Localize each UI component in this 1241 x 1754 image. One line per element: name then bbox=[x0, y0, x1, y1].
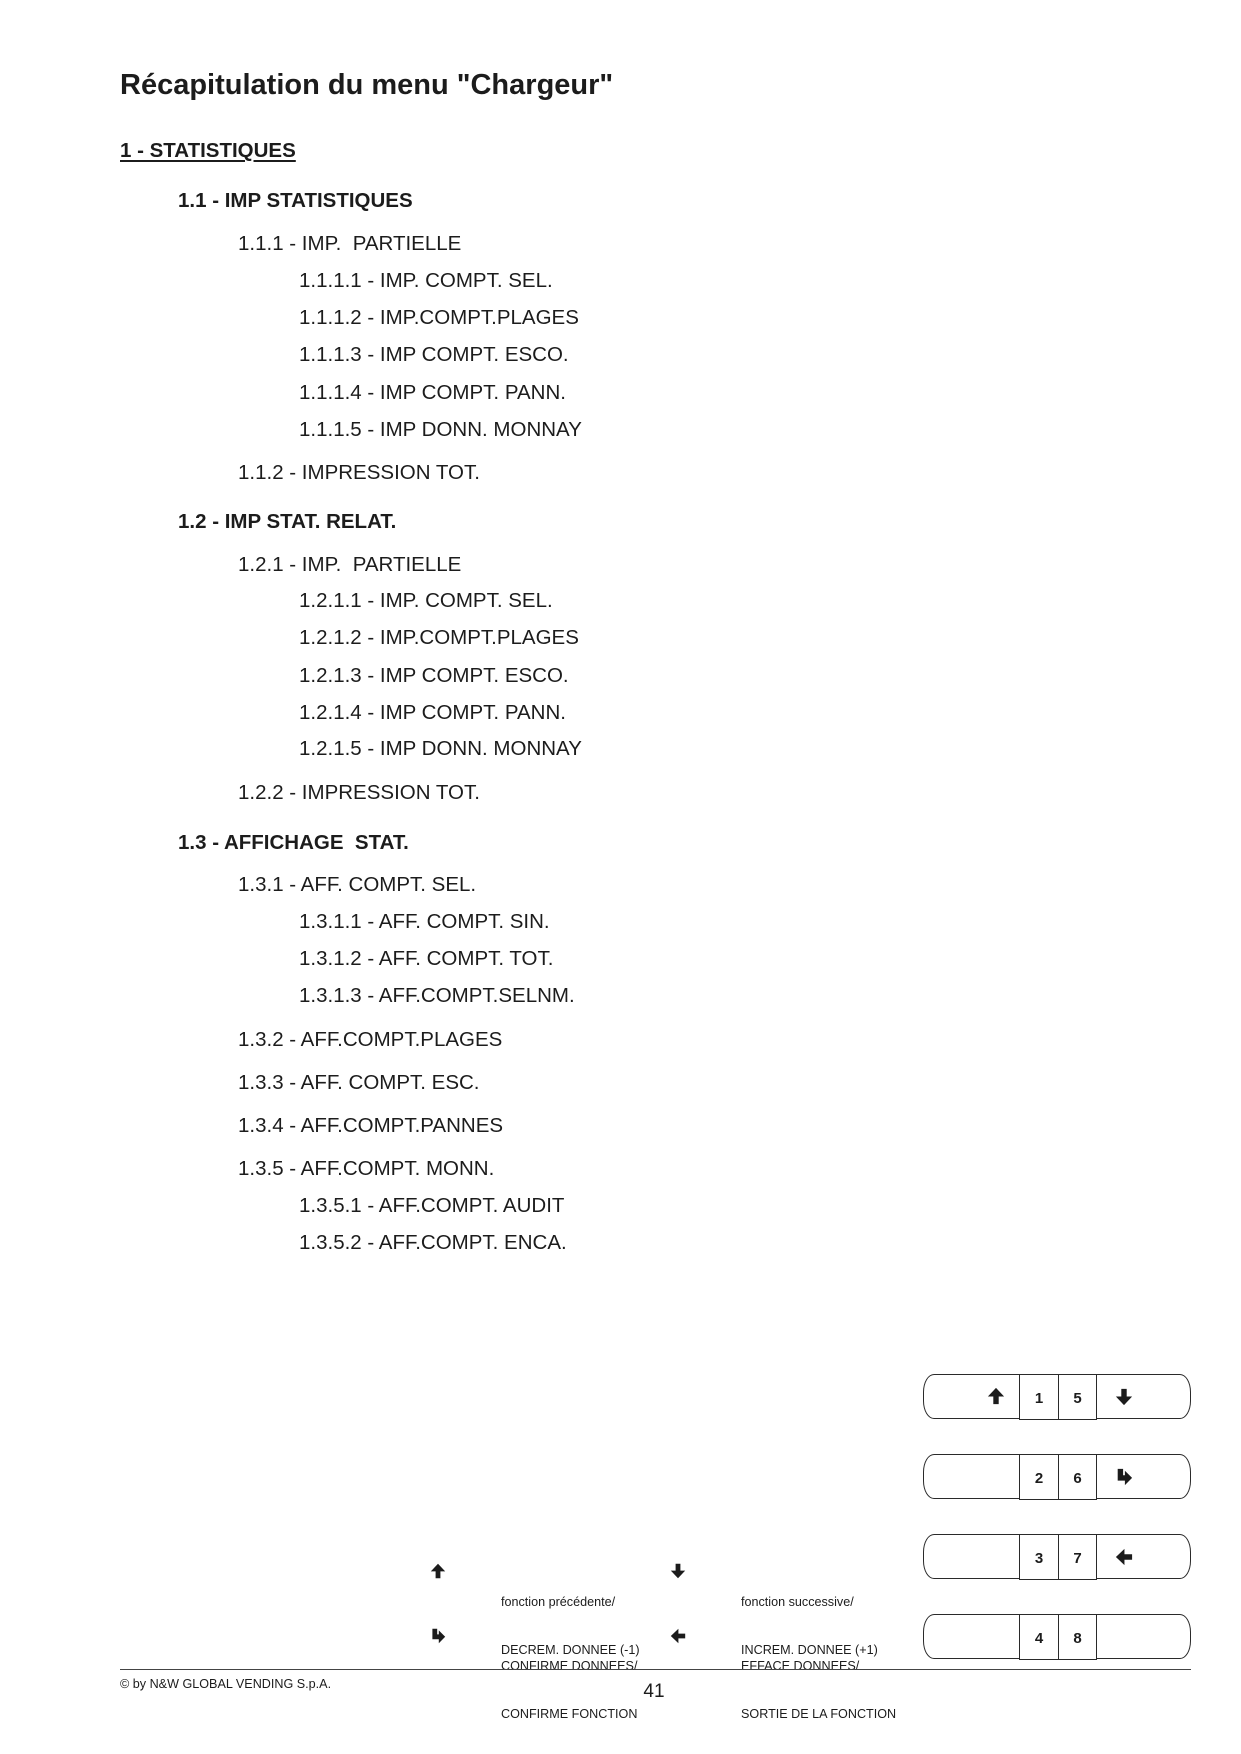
menu-section-heading: 1 - STATISTIQUES bbox=[120, 139, 296, 162]
menu-item: 1.3.3 - AFF. COMPT. ESC. bbox=[238, 1071, 480, 1094]
legend-text-confirm bbox=[501, 1626, 637, 1754]
key-5: 5 bbox=[1058, 1374, 1097, 1420]
copyright-text: © by N&W GLOBAL VENDING S.p.A. bbox=[120, 1677, 332, 1691]
key-1: 1 bbox=[1019, 1374, 1058, 1420]
menu-group-heading: 1.1 - IMP STATISTIQUES bbox=[178, 189, 413, 212]
menu-item: 1.2.2 - IMPRESSION TOT. bbox=[238, 781, 480, 804]
legend-line: CONFIRME DONNEES/ bbox=[501, 1659, 638, 1673]
up-arrow-icon bbox=[430, 1563, 446, 1579]
menu-subitem: 1.3.5.2 - AFF.COMPT. ENCA. bbox=[299, 1231, 567, 1254]
menu-item: 1.1.2 - IMPRESSION TOT. bbox=[238, 461, 480, 484]
key-7: 7 bbox=[1058, 1534, 1097, 1580]
page-title: Récapitulation du menu "Chargeur" bbox=[120, 69, 614, 101]
menu-item: 1.1.1 - IMP. PARTIELLE bbox=[238, 232, 462, 255]
legend-line: SORTIE DE LA FONCTION bbox=[741, 1707, 897, 1721]
menu-subitem: 1.2.1.2 - IMP.COMPT.PLAGES bbox=[299, 626, 579, 649]
menu-subitem: 1.2.1.1 - IMP. COMPT. SEL. bbox=[299, 589, 553, 612]
left-arrow-icon bbox=[670, 1628, 686, 1644]
menu-subitem: 1.2.1.4 - IMP COMPT. PANN. bbox=[299, 701, 566, 724]
keypad-row-4 bbox=[923, 1614, 1191, 1659]
down-arrow-icon bbox=[670, 1563, 686, 1579]
legend-line: fonction précédente/ bbox=[501, 1595, 616, 1609]
up-arrow-icon bbox=[987, 1387, 1005, 1405]
menu-subitem: 1.1.1.1 - IMP. COMPT. SEL. bbox=[299, 269, 553, 292]
legend-line: CONFIRME FONCTION bbox=[501, 1707, 638, 1721]
menu-subitem: 1.3.1.3 - AFF.COMPT.SELNM. bbox=[299, 984, 575, 1007]
keypad-row-1 bbox=[923, 1374, 1191, 1419]
key-3: 3 bbox=[1019, 1534, 1058, 1580]
confirm-arrow-icon bbox=[430, 1628, 446, 1644]
menu-subitem: 1.3.1.1 - AFF. COMPT. SIN. bbox=[299, 910, 550, 933]
menu-subitem: 1.1.1.3 - IMP COMPT. ESCO. bbox=[299, 343, 569, 366]
legend-line: fonction successive/ bbox=[741, 1595, 854, 1609]
footer-divider bbox=[120, 1669, 1191, 1670]
down-arrow-icon bbox=[1115, 1388, 1133, 1406]
key-6: 6 bbox=[1058, 1454, 1097, 1500]
menu-subitem: 1.2.1.5 - IMP DONN. MONNAY bbox=[299, 737, 582, 760]
menu-item: 1.2.1 - IMP. PARTIELLE bbox=[238, 553, 462, 576]
key-8: 8 bbox=[1058, 1614, 1097, 1660]
menu-item: 1.3.2 - AFF.COMPT.PLAGES bbox=[238, 1028, 503, 1051]
legend-text-clear bbox=[741, 1626, 896, 1754]
key-4: 4 bbox=[1019, 1614, 1058, 1660]
left-arrow-icon bbox=[1115, 1548, 1133, 1566]
menu-item: 1.3.5 - AFF.COMPT. MONN. bbox=[238, 1157, 495, 1180]
menu-item: 1.3.4 - AFF.COMPT.PANNES bbox=[238, 1114, 504, 1137]
menu-group-heading: 1.2 - IMP STAT. RELAT. bbox=[178, 510, 397, 533]
menu-subitem: 1.3.1.2 - AFF. COMPT. TOT. bbox=[299, 947, 554, 970]
key-2: 2 bbox=[1019, 1454, 1058, 1500]
legend-line: DECREM. DONNEE (-1) bbox=[501, 1643, 640, 1657]
menu-group-heading: 1.3 - AFFICHAGE STAT. bbox=[178, 831, 409, 854]
keypad-row-2 bbox=[923, 1454, 1191, 1499]
menu-subitem: 1.1.1.5 - IMP DONN. MONNAY bbox=[299, 418, 582, 441]
page-number: 41 bbox=[643, 1681, 665, 1702]
legend-line: EFFACE DONNEES/ bbox=[741, 1659, 860, 1673]
keypad-row-3 bbox=[923, 1534, 1191, 1579]
confirm-arrow-icon bbox=[1115, 1468, 1133, 1486]
legend-line: INCREM. DONNEE (+1) bbox=[741, 1643, 878, 1657]
menu-subitem: 1.1.1.4 - IMP COMPT. PANN. bbox=[299, 381, 566, 404]
menu-subitem: 1.3.5.1 - AFF.COMPT. AUDIT bbox=[299, 1194, 565, 1217]
menu-item: 1.3.1 - AFF. COMPT. SEL. bbox=[238, 873, 477, 896]
menu-subitem: 1.1.1.2 - IMP.COMPT.PLAGES bbox=[299, 306, 579, 329]
menu-subitem: 1.2.1.3 - IMP COMPT. ESCO. bbox=[299, 664, 569, 687]
